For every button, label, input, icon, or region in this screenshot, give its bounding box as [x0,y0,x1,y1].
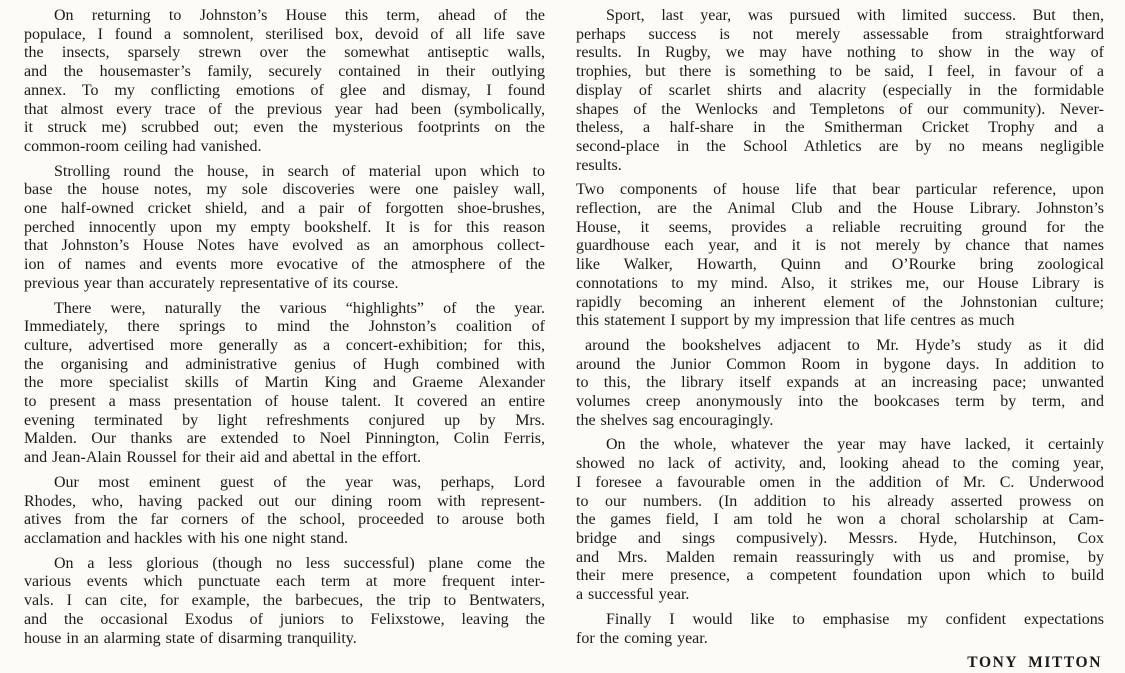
text-line: their mere presence, a competent foundation upon which to build [576,567,1104,585]
text-line: Rhodes, who, having packed out our dining room with represent- [24,492,545,510]
text-line: display of scarlet shirts and alacrity (especially in the formidable [576,81,1104,99]
text-line: theless, a half-share in the Smitherman Cricket Trophy and a [576,119,1104,137]
paragraph [24,7,545,157]
text-line: a successful year. [576,586,690,604]
text-line: Sport, last year, was pursued with limited success. But then, [606,7,1104,24]
text-line: the games field, I am told he won a choral scholarship at Cam- [576,511,1104,529]
text-line: bridge and sings compusively). Messrs. Hyde, Hutchinson, Cox [576,529,1104,547]
text-line: Immediately, there springs to mind the Johnston’s coalition of [24,318,545,336]
text-line: the more specialist skills of Martin King and Graeme Alexander [24,374,545,392]
text-line: ion of names and events more evocative of the atmosphere of the [24,256,545,274]
text-line: for the coming year. [576,629,708,647]
text-line: Strolling round the house, in search of material upon which to [54,162,545,180]
text-line: Our most eminent guest of the year was, perhaps, Lord [54,473,545,491]
text-line: perched innocently upon my empty bookshelf. It is for this reason [24,218,545,236]
text-line: On a less glorious (though no less successful) plane come the [54,554,545,572]
text-line: to our numbers. (In addition to his already asserted prowess on [576,492,1104,510]
text-line: volumes creep anonymously into the bookcases term by term, and [576,393,1104,411]
paragraph [576,181,1104,331]
text-line: around the bookshelves adjacent to Mr. Hyde’s study as it did [585,336,1104,354]
text-column-right [576,7,1104,673]
text-line: house in an alarming state of disarming tranquility. [24,629,357,647]
text-line: and the occasional Exodus of juniors to Felixstowe, leaving the [24,610,545,628]
paragraph [24,300,545,468]
text-line: the shelves sag encouragingly. [576,411,774,429]
text-line: guardhouse each year, and it is not merely by chance that names [576,237,1104,255]
text-line: to present a mass presentation of house talent. It covered an entire [24,393,545,411]
text-line: and Jean-Alain Roussel for their aid and abettal in the effort. [24,449,422,467]
text-line: showed no lack of activity, and, looking ahead to the coming year, [576,455,1104,473]
text-line: shapes of the Wenlocks and Templetons of our community). Never- [576,100,1104,118]
text-line: Malden. Our thanks are extended to Noel Pinnington, Colin Ferris, [24,430,545,448]
text-line: connotations to my mind. Also, it strikes me, our House Library is [576,274,1104,292]
text-line: House, it seems, provides a reliable recruiting ground for the [576,218,1104,236]
text-line: various events which punctuate each term at more frequent inter- [24,573,545,591]
text-line: results. [576,156,622,174]
text-line: vals. I can cite, for example, the barbecues, the trip to Bentwaters, [24,592,545,610]
text-line: atives from the far corners of the school, proceeded to arouse both [24,511,545,529]
paragraph [24,163,545,294]
text-line: that almost every trace of the previous year had been (symbolically, [24,100,545,118]
paragraph [576,337,1104,431]
text-line: it struck me) scrubbed out; even the mysterious footprints on the [24,119,545,137]
text-line: that Johnston’s House Notes have evolved as an amorphous collect- [24,237,545,255]
text-line: the organising and administrative genius of Hugh combined with [24,355,545,373]
text-line: around the Junior Common Room in bygone days. In addition to [576,355,1104,373]
paragraph [576,436,1104,604]
text-line: one half-owned cricket shield, and a pair of forgotten shoe-brushes, [24,200,545,218]
text-line: to this, the library itself expands at an increasing pace; unwanted [576,374,1104,392]
text-line: reflection, are the Animal Club and the House Library. Johnston’s [576,200,1104,218]
text-line: populace, I found a somnolent, sterilised box, devoid of all life save [24,25,545,43]
text-line: On returning to Johnston’s House this term, ahead of the [54,7,545,24]
text-line: I foresee a favourable omen in the addition of Mr. C. Underwood [576,473,1104,491]
text-line: base the house notes, my sole discoveries were one paisley wall, [24,181,545,199]
text-line: and the housemaster’s family, securely contained in their outlying [24,63,545,81]
paragraph [576,7,1104,175]
author-signature: TONY MITTON [967,654,1102,672]
text-line: second-place in the School Athletics are by no means negligible [576,137,1104,155]
paragraph [576,611,1104,648]
paragraph [24,474,545,549]
text-line: acclamation and hackles with his one night stand. [24,529,348,547]
paragraph [24,555,545,649]
text-line: previous year than accurately representative of its course. [24,274,399,292]
text-line: this statement I support by my impression that life centres as much [576,312,1015,330]
text-column-left [24,7,545,654]
text-line: On the whole, whatever the year may have lacked, it certainly [606,436,1104,454]
text-line: annex. To my conflicting emotions of glee and dismay, I found [24,81,545,99]
text-line: like Walker, Howarth, Quinn and O’Rourke bring zoological [576,256,1104,274]
text-line: culture, advertised more generally as a concert-exhibition; for this, [24,336,545,354]
text-line: Two components of house life that bear particular reference, upon [576,181,1104,199]
text-line: evening terminated by light refreshments conjured up by Mrs. [24,411,545,429]
text-line: the insects, sparsely strewn over the somewhat antiseptic walls, [24,44,545,62]
text-line: and Mrs. Malden remain reassuringly with us and promise, by [576,548,1104,566]
text-line: perhaps success is not merely assessable from straightforward [576,25,1104,43]
text-line: results. In Rugby, we may have nothing to show in the way of [576,44,1104,62]
text-line: trophies, but there is something to be said, I feel, in favour of a [576,63,1104,81]
text-line: common-room ceiling had vanished. [24,137,262,155]
text-line: Finally I would like to emphasise my confident expectations [606,610,1104,628]
text-line: rapidly becoming an inherent element of the Johnstonian culture; [576,293,1104,311]
text-line: There were, naturally the various “highlights” of the year. [54,299,545,317]
